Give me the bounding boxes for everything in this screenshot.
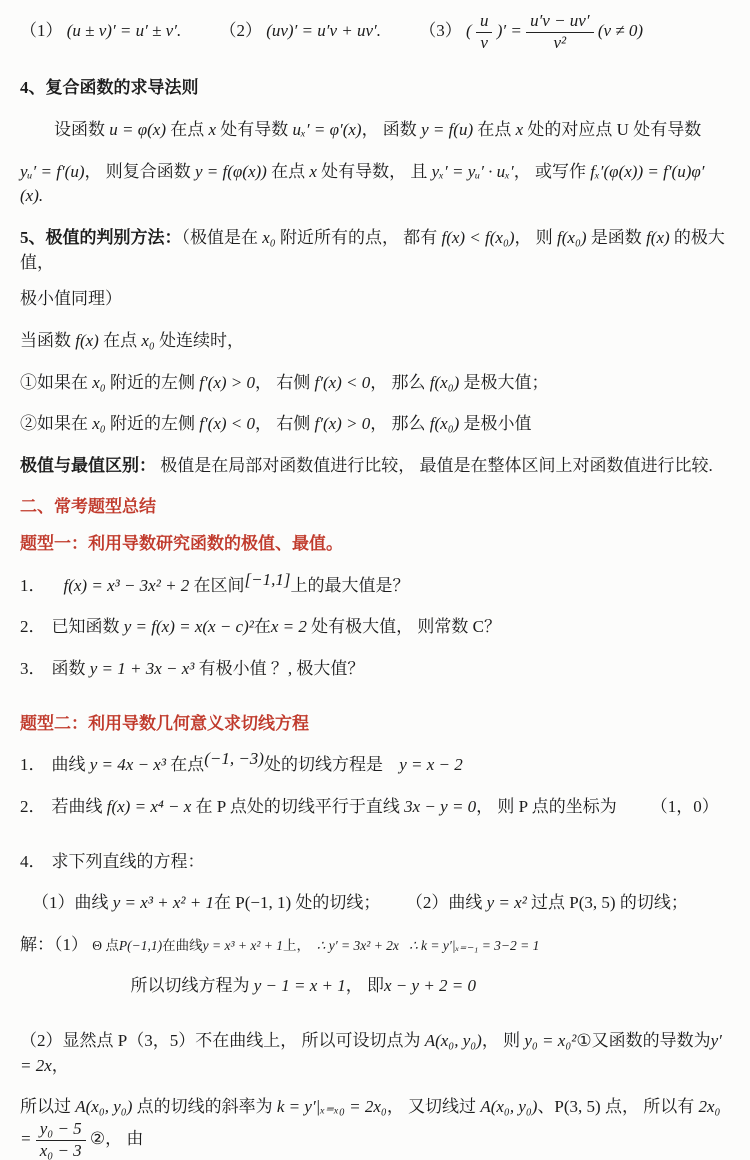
text-run: 设函数 xyxy=(54,120,110,140)
math-run: f(x) xyxy=(646,227,670,247)
rule-3-open-paren: ( xyxy=(466,21,472,41)
section4-para-line1 xyxy=(20,118,726,143)
topic1-question3 xyxy=(20,657,726,682)
text-run: 极值是在局部对函数值进行比较， 最值是在整体区间上对函数值进行比较. xyxy=(156,455,713,475)
math-run: y = f(φ(x)) xyxy=(194,161,267,181)
text-run: 是函数 xyxy=(586,227,647,247)
section5-heading: 5、极值的判别方法： xyxy=(20,227,182,247)
question4-subitems xyxy=(20,891,726,916)
solution-label: 解：（1） xyxy=(20,934,88,954)
math-run: 2x₀ = xyxy=(20,1097,721,1149)
text-run: 是极大值； xyxy=(459,372,549,392)
slope-result: ∴ k = y′|ₓ₌₋₁ = 3−2 = 1 xyxy=(409,937,540,953)
text-run: 所以切线方程为 xyxy=(130,976,254,996)
rule-3-uv-fraction xyxy=(476,12,493,52)
answer-run: （1，0） xyxy=(650,796,719,816)
derivative-rules-row xyxy=(20,12,726,52)
item-number: 4． xyxy=(20,851,46,871)
text-run: 上， xyxy=(283,937,311,953)
fraction-numerator: y₀ − 5 xyxy=(36,1120,86,1141)
rule-1-formula: (u ± v)′ = u′ ± v′. xyxy=(66,21,182,41)
text-run: 在 P(−1, 1) 处的切线； xyxy=(214,893,381,913)
text-run: 上的最大值是？ xyxy=(290,575,410,595)
math-run: y′ = 2x xyxy=(20,1031,722,1075)
circled-one-and-text: ①又函数的导数为 xyxy=(576,1031,711,1051)
text-run: 曲线 xyxy=(51,755,90,775)
rule-1-label: （1） xyxy=(20,21,63,41)
text-run: 极小值同理） xyxy=(20,289,122,309)
item-number: 2． xyxy=(20,617,46,637)
extreme-vs-max-note xyxy=(20,454,726,479)
rule-3-quotient-fraction xyxy=(526,12,594,52)
fraction-denominator: v² xyxy=(553,32,567,52)
math-run: uₓ′ = φ′(x) xyxy=(292,120,362,140)
text-run: ， 右侧 xyxy=(255,372,315,392)
math-run: P(−1,1) xyxy=(118,937,163,953)
text-run: 在曲线 xyxy=(162,937,203,953)
text-run: 在点 xyxy=(473,120,516,140)
item-number: 1． xyxy=(20,755,46,775)
section5-heading-cont xyxy=(20,287,726,312)
text-run: 求下列直线的方程： xyxy=(51,851,205,871)
math-run: f′(x) < 0 xyxy=(314,372,371,392)
circled-two-and-text: ②， 由 xyxy=(89,1129,144,1149)
text-run: ， 即 xyxy=(345,976,385,996)
section4-heading: 4、复合函数的求导法则 xyxy=(20,78,199,98)
text-run: 是极小值 xyxy=(459,414,532,434)
math-run: x₀ xyxy=(262,227,276,247)
text-run: 附近所有的点， 都有 xyxy=(275,227,442,247)
item-number: 2． xyxy=(20,796,46,816)
text-run: 附近的左侧 xyxy=(105,372,200,392)
because-symbol: Θ 点 xyxy=(92,937,119,953)
text-run: 在 P 点处的切线平行于直线 xyxy=(191,796,405,816)
text-run: ， 那么 xyxy=(370,372,430,392)
math-run: 3x − y = 0 xyxy=(404,796,477,816)
point-superscript: (−1, −3) xyxy=(204,749,264,769)
math-run: f(x₀) xyxy=(429,372,460,392)
text-run: 若曲线 xyxy=(51,796,107,816)
text-run: 当函数 xyxy=(20,330,76,350)
text-run: 在区间 xyxy=(189,575,245,595)
text-run: 过点 P(3, 5) 的切线； xyxy=(526,893,688,913)
math-run: f(x) < f(x₀) xyxy=(441,227,515,247)
math-run: A(x₀, y₀) xyxy=(424,1031,482,1051)
rule-3-equals: = xyxy=(510,21,522,41)
text-run: 有极小值 ？, 极大值？ xyxy=(194,658,365,678)
text-run: ， 则 P 点的坐标为 xyxy=(476,796,617,816)
math-run: x₀ xyxy=(92,372,106,392)
text-run: （2）曲线 xyxy=(414,893,487,913)
math-run: x₀ xyxy=(92,414,106,434)
math-run: y = f(x) = x(x − c)² xyxy=(123,617,254,637)
math-run: y = f(u) xyxy=(421,120,474,140)
text-run: 在 xyxy=(253,617,271,637)
text-run: 已知函数 xyxy=(51,617,124,637)
tangent-equation-line xyxy=(20,974,726,999)
rule-3-close-paren: )′ xyxy=(496,21,507,41)
math-run: u = φ(x) xyxy=(109,120,166,140)
text-run: 、P(3, 5) 点， 所以有 xyxy=(537,1097,699,1117)
topic1-heading: 题型一：利用导数研究函数的极值、最值。 xyxy=(20,534,343,554)
rule-2-formula: (uv)′ = u′v + uv′. xyxy=(266,21,382,41)
math-run: f′(x) > 0 xyxy=(199,372,255,392)
text-run: ， 又切线过 xyxy=(386,1097,481,1117)
math-run: k = y′|ₓ₌ₓ₀ = 2x₀ xyxy=(276,1097,387,1117)
math-run: y = x³ + x² + 1 xyxy=(202,937,284,953)
interval-superscript: [−1,1] xyxy=(244,569,291,589)
math-run: A(x₀, y₀) xyxy=(75,1097,133,1117)
text-run: 所以过 xyxy=(20,1097,76,1117)
math-run: y = x³ + x² + 1 xyxy=(112,893,214,913)
text-run: 在点 xyxy=(165,755,205,775)
math-run: y − 1 = x + 1 xyxy=(253,976,346,996)
solution-step2-line1 xyxy=(20,1029,726,1078)
note-label: 极值与最值区别： xyxy=(20,455,156,475)
math-run: f(x₀) xyxy=(429,414,460,434)
math-run: A(x₀, y₀) xyxy=(480,1097,538,1117)
item-number: 1． xyxy=(20,575,46,595)
math-run: f(x₀) xyxy=(557,227,587,247)
math-run: f(x) = x³ − 3x² + 2 xyxy=(63,575,190,595)
text-run: 在点 xyxy=(98,330,142,350)
text-run: 的极大值， xyxy=(20,227,725,272)
text-run: 点的切线的斜率为 xyxy=(132,1097,277,1117)
maximum-criterion-line xyxy=(20,371,726,396)
text-run: ， 那么 xyxy=(370,414,430,434)
topic2-question2 xyxy=(20,795,726,820)
text-run: 处有导数 xyxy=(216,120,293,140)
text-run: ①如果在 xyxy=(20,372,93,392)
text-run: ， 则 xyxy=(481,1031,525,1051)
text-run: （2）显然点 P（3，5）不在曲线上， 所以可设切点为 xyxy=(20,1031,425,1051)
rule-3-label: （3） xyxy=(419,21,462,41)
text-run: ②如果在 xyxy=(20,414,93,434)
text-run: 处有极大值， 则常数 C？ xyxy=(306,617,501,637)
question4-heading xyxy=(20,850,726,875)
fraction-denominator: x₀ − 3 xyxy=(39,1140,82,1160)
solution-step1-line xyxy=(20,933,726,958)
math-run: f(x) xyxy=(75,330,99,350)
text-run: ， 右侧 xyxy=(255,414,315,434)
rule-3-condition: (v ≠ 0) xyxy=(597,21,644,41)
topic1-question1 xyxy=(20,569,726,599)
fraction-numerator: u′v − uv′ xyxy=(526,12,594,33)
math-run: y₀ = x₀² xyxy=(524,1031,577,1051)
part2-heading: 二、常考题型总结 xyxy=(20,497,156,517)
minimum-criterion-line xyxy=(20,412,726,437)
math-run: x xyxy=(208,120,217,140)
math-run: fₓ′(φ(x)) = f′(u)φ′(x). xyxy=(20,161,705,206)
solution-step1-detail xyxy=(92,938,539,953)
math-run: yₓ′ = yᵤ′ · uₓ′ xyxy=(431,161,514,181)
math-run: f′(x) > 0 xyxy=(314,414,371,434)
math-run: y = x² xyxy=(486,893,527,913)
text-run: ， 函数 xyxy=(361,120,422,140)
answer-run: y = x − 2 xyxy=(399,755,463,775)
text-run: 附近的左侧 xyxy=(105,414,200,434)
text-run: 处的切线方程是 xyxy=(263,755,388,775)
topic2-heading: 题型二：利用导数几何意义求切线方程 xyxy=(20,713,309,733)
solution-step2-line2 xyxy=(20,1095,726,1160)
topic1-question2 xyxy=(20,615,726,640)
fraction-denominator: v xyxy=(480,32,488,52)
text-run: 处有导数， 且 xyxy=(316,161,432,181)
text-run: ， 则复合函数 xyxy=(84,161,195,181)
rule-2-label: （2） xyxy=(219,21,262,41)
section4-para-line2 xyxy=(20,160,726,209)
text-run: ， 或写作 xyxy=(513,161,591,181)
math-run: f′(x) < 0 xyxy=(199,414,255,434)
math-run: x = 2 xyxy=(270,617,307,637)
text-run: （极值是在 xyxy=(181,227,263,247)
derivative-result: ∴ y′ = 3x² + 2x xyxy=(316,937,399,953)
text-run: 处连续时， xyxy=(154,330,245,350)
math-run: y = 1 + 3x − x³ xyxy=(89,658,195,678)
continuity-condition-line xyxy=(20,329,726,354)
math-run: f(x) = x⁴ − x xyxy=(106,796,192,816)
text-run: 处的对应点 U 处有导数 xyxy=(523,120,702,140)
text-run: ， xyxy=(51,1055,69,1075)
text-run: 在点 xyxy=(266,161,310,181)
text-run: ， 则 xyxy=(514,227,558,247)
section5-heading-line xyxy=(20,226,726,275)
text-run: 函数 xyxy=(51,658,90,678)
math-run: x xyxy=(309,161,317,181)
text-run: 在点 xyxy=(166,120,209,140)
topic2-question1 xyxy=(20,749,726,778)
slope-fraction xyxy=(36,1120,86,1160)
math-run: x₀ xyxy=(141,330,155,350)
math-run: yᵤ′ = f′(u) xyxy=(20,161,85,181)
math-run: y = 4x − x³ xyxy=(89,755,166,775)
item-number: 3． xyxy=(20,658,46,678)
fraction-numerator: u xyxy=(476,12,493,33)
text-run: （1）曲线 xyxy=(32,893,113,913)
math-run: x − y + 2 = 0 xyxy=(384,976,477,996)
math-run: x xyxy=(515,120,524,140)
